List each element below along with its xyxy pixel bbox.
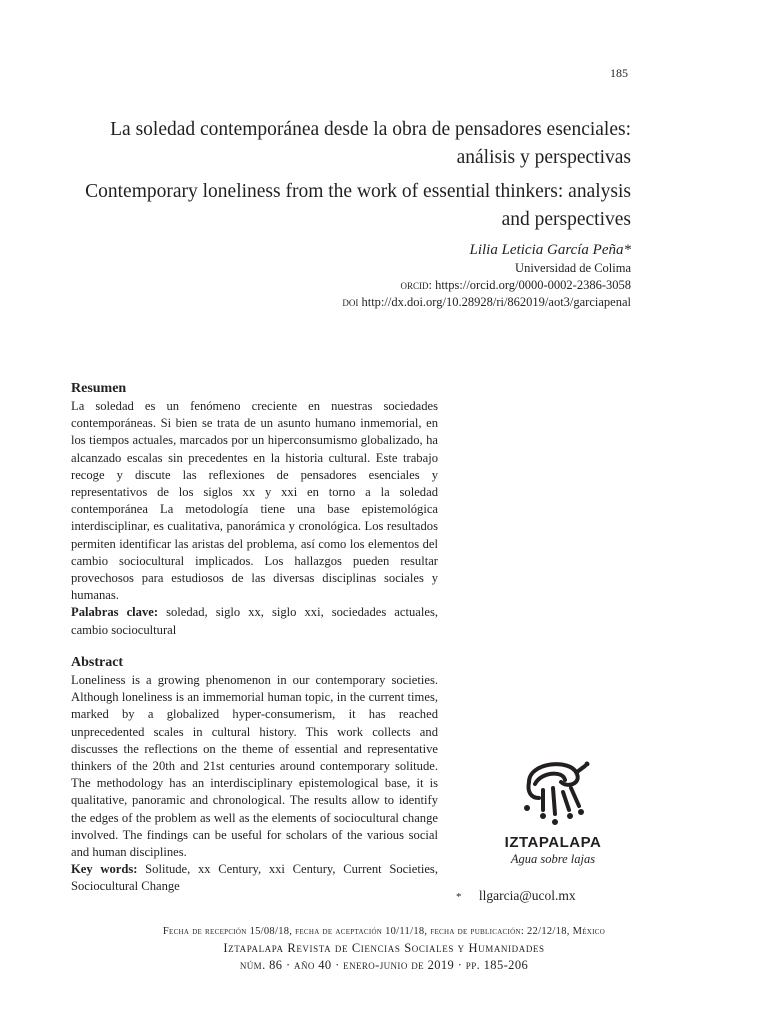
author-name: Lilia Leticia García Peña* xyxy=(469,242,631,258)
resumen-section xyxy=(71,380,438,639)
title-spanish: La soledad contemporánea desde la obra de pensadores esenciales: análisis y perspectivas xyxy=(110,119,631,168)
footer-journal: Iztapalapa Revista de Ciencias Sociales y Humanidades xyxy=(223,941,545,955)
author-affiliation: Universidad de Colima xyxy=(515,261,631,275)
doi-label: doi xyxy=(342,295,359,309)
footer-dates: Fecha de recepción 15/08/18, fecha de aceptación 10/11/18, fecha de publicación: 22/12/18, México xyxy=(162,926,606,937)
orcid-label: orcid: xyxy=(400,278,432,292)
footer-issue: núm. 86 · año 40 · enero-junio de 2019 · pp. 185-206 xyxy=(239,958,529,972)
logo-name: IZTAPALAPA xyxy=(504,834,602,851)
abstract-section xyxy=(71,654,438,896)
journal-logo xyxy=(498,752,608,867)
author-email[interactable]: llgarcia@ucol.mx xyxy=(478,888,576,903)
palabras-clave-label: Palabras clave: xyxy=(71,605,159,620)
palabras-clave-text: soledad, siglo xx, siglo xxi, sociedades actuales, cambio sociocultural xyxy=(71,605,438,637)
doi-link[interactable]: http://dx.doi.org/10.28928/ri/862019/aot3/garciapenal xyxy=(361,295,631,309)
abstract-text: Loneliness is a growing phenomenon in our contemporary societies. Although loneliness is an immemorial human topic, in the current times, marked by a globalized hyper-consumerism, it has reached unprecedented scales in cultural history. This work collects and discusses the reflections on the theme of essential and representative thinkers of the 20th and 21st centuries around contemporary solitude. The methodology has an interdisciplinary epistemological base, it is qualitative, panoramic and chronological. The results allow to identify the edges of the problem as well as the elements of sociocultural change involved. The findings can be useful for scholars of the various social and human disciplines. xyxy=(71,673,438,860)
resumen-heading: Resumen xyxy=(71,381,127,396)
orcid-link[interactable]: https://orcid.org/0000-0002-2386-3058 xyxy=(435,278,631,292)
author-footnote xyxy=(456,888,576,904)
orcid-line xyxy=(71,277,631,294)
title-block xyxy=(71,116,631,311)
key-words-text: Solitude, xx Century, xxi Century, Current Societies, Sociocultural Change xyxy=(71,862,438,894)
glyph-icon xyxy=(513,752,593,830)
resumen-text: La soledad es un fenómeno creciente en nuestras sociedades contemporáneas. Si bien se trata de un asunto humano inmemorial, en los tiempos actuales, marcados por un hiperconsumismo globalizado, ha alcanzado escalas sin precedentes en la historia cultural. Este trabajo recoge y discute las reflexiones de pensadores esenciales y representativos de los siglos xx y xxi en torno a la soledad contemporánea La metodología tiene una base epistemológica interdisciplinar, es cualitativa, panorámica y cronológica. Los resultados permiten identificar las aristas del problema, así como los elementos del cambio sociocultural implicados. Los hallazgos pueden resultar provechosos para estudiosos de las diversas disciplinas sociales y humanas. xyxy=(71,399,438,603)
key-words-label: Key words: xyxy=(71,862,138,877)
doi-line xyxy=(71,294,631,311)
page-number: 185 xyxy=(610,66,628,80)
footnote-marker: * xyxy=(456,891,462,903)
title-english: Contemporary loneliness from the work of essential thinkers: analysis and perspectives xyxy=(85,181,631,230)
key-words xyxy=(71,861,438,895)
abstract-heading: Abstract xyxy=(71,655,124,670)
palabras-clave xyxy=(71,604,438,638)
logo-tagline: Agua sobre lajas xyxy=(510,852,596,866)
